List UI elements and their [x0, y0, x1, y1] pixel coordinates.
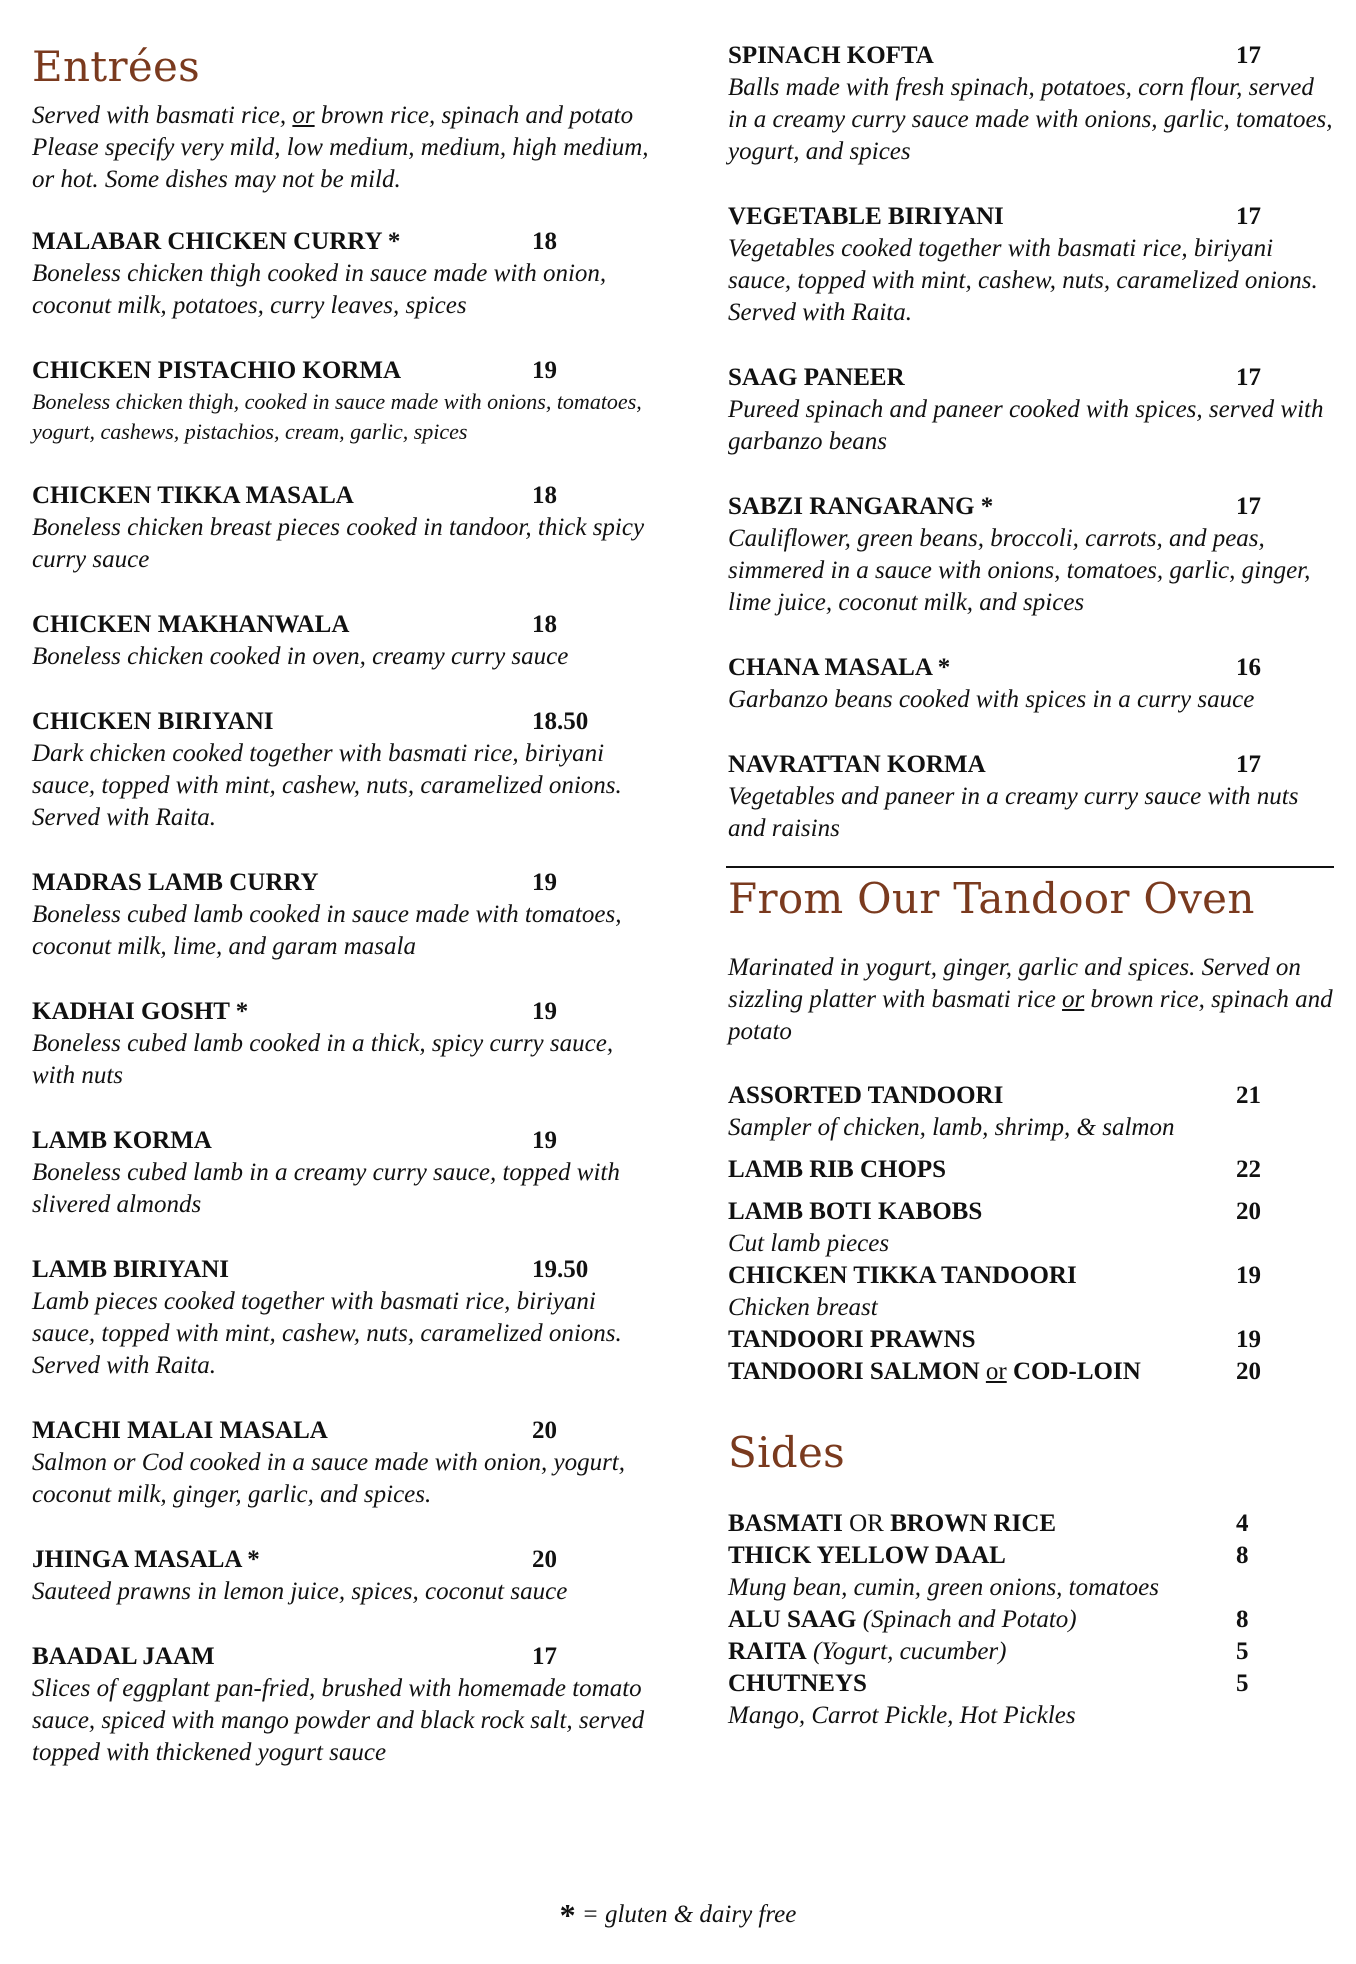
side-price: 4: [1236, 1510, 1249, 1537]
menu-item-header: [32, 867, 652, 899]
item-name: ASSORTED TANDOORI: [728, 1082, 1004, 1109]
item-price: 18: [532, 228, 557, 255]
side-price: 5: [1236, 1670, 1249, 1697]
item-name: KADHAI GOSHT *: [32, 998, 249, 1025]
item-price: 16: [1236, 654, 1261, 681]
item-price: 22: [1236, 1156, 1261, 1183]
item-name: VEGETABLE BIRIYANI: [728, 203, 1004, 230]
side-price: 5: [1236, 1638, 1249, 1665]
menu-item-header: [728, 491, 1336, 523]
item-name: CHICKEN PISTACHIO KORMA: [32, 357, 402, 384]
item-price: 17: [1236, 42, 1261, 69]
item-price: 21: [1236, 1082, 1261, 1109]
side-price: 8: [1236, 1606, 1249, 1633]
menu-item-header: [728, 652, 1336, 684]
menu-item-header: [728, 362, 1336, 394]
menu-item-header: [32, 1254, 652, 1286]
menu-item-header: [728, 40, 1336, 72]
menu-item-header: [32, 609, 652, 641]
item-price: 19: [1236, 1326, 1261, 1353]
menu-item-name: [728, 1356, 1336, 1388]
item-name: MADRAS LAMB CURRY: [32, 869, 319, 896]
side-name: CHUTNEYS: [728, 1670, 867, 1697]
item-name-part: TANDOORI SALMON: [728, 1358, 980, 1385]
side-name: BROWN RICE: [890, 1510, 1057, 1537]
item-price: 20: [1236, 1198, 1261, 1225]
intro-text: brown rice, spinach and potato: [728, 986, 1333, 1045]
item-description: Boneless chicken thigh, cooked in sauce made with onions, tomatoes, yogurt, cashews, pistachios, cream, garlic, spices: [32, 389, 642, 444]
menu-item: [32, 480, 652, 576]
item-price: 17: [1236, 751, 1261, 778]
item-price: 17: [1236, 493, 1261, 520]
item-description: Lamb pieces cooked together with basmati rice, biriyani sauce, topped with mint, cashew, nuts, caramelized onions. Served with Raita.: [32, 1288, 622, 1379]
tandoor-section: [728, 874, 1336, 1732]
footer-legend: [0, 1898, 1356, 1932]
menu-item-header: [32, 1415, 652, 1447]
item-description: Boneless chicken breast pieces cooked in tandoor, thick spicy curry sauce: [32, 514, 645, 573]
menu-item-header: [32, 226, 652, 258]
item-description: Cut lamb pieces: [728, 1230, 890, 1257]
menu-item: [728, 491, 1336, 619]
item-name: SABZI RANGARANG *: [728, 493, 994, 520]
menu-item: [32, 1415, 652, 1511]
vegetarian-column: [728, 40, 1336, 878]
menu-item-header: [32, 706, 652, 738]
veg-list: [728, 40, 1336, 845]
item-description: Cauliflower, green beans, broccoli, carrots, and peas, simmered in a sauce with onions, tomatoes, garlic, ginger, lime juice, coconut milk, and spices: [728, 525, 1311, 616]
menu-item: [728, 652, 1336, 716]
menu-item-name: [728, 1260, 1336, 1292]
item-name: CHANA MASALA *: [728, 654, 951, 681]
side-price: 8: [1236, 1542, 1249, 1569]
item-name: SAAG PANEER: [728, 364, 905, 391]
side-name: RAITA: [728, 1638, 807, 1665]
item-price: 19: [532, 869, 557, 896]
legend-text: = gluten & dairy free: [575, 1901, 797, 1928]
side-name: ALU SAAG: [728, 1606, 857, 1633]
item-name: [728, 1356, 1141, 1388]
item-description: Garbanzo beans cooked with spices in a curry sauce: [728, 686, 1255, 713]
entree-list: [32, 226, 652, 1769]
item-description: Boneless cubed lamb cooked in a thick, spicy curry sauce, with nuts: [32, 1030, 614, 1089]
item-name: CHICKEN MAKHANWALA: [32, 611, 350, 638]
menu-item-header: [32, 996, 652, 1028]
intro-text: Marinated in yogurt, ginger, garlic and spices. Served on sizzling platter with basmati rice: [728, 954, 1301, 1013]
item-description: Dark chicken cooked together with basmati rice, biriyani sauce, topped with mint, cashew, nuts, caramelized onions. Served with Raita.: [32, 740, 622, 831]
item-price: 20: [532, 1546, 557, 1573]
side-item: [728, 1636, 1336, 1668]
item-name: LAMB RIB CHOPS: [728, 1156, 947, 1183]
menu-item-name: [728, 1154, 1336, 1186]
intro-text: Served with basmati rice,: [32, 102, 293, 129]
item-price: 20: [1236, 1358, 1261, 1385]
side-description: Mango, Carrot Pickle, Hot Pickles: [728, 1702, 1076, 1729]
menu-item-name: [728, 1080, 1336, 1112]
menu-item-header: [728, 749, 1336, 781]
side-name: BASMATI: [728, 1510, 843, 1537]
menu-item: [32, 355, 652, 447]
item-description: Salmon or Cod cooked in a sauce made with onion, yogurt, coconut milk, ginger, garlic, and spices.: [32, 1449, 625, 1508]
item-name: LAMB KORMA: [32, 1127, 212, 1154]
item-name-part: COD-LOIN: [1012, 1358, 1141, 1385]
item-price: 19: [532, 1127, 557, 1154]
entrees-column: [32, 0, 652, 1802]
spice-note: Please specify very mild, low medium, medium, high medium, or hot. Some dishes may not be mild.: [32, 134, 649, 193]
item-name: LAMB BOTI KABOBS: [728, 1198, 983, 1225]
side-item: [728, 1508, 1336, 1540]
menu-item: [728, 201, 1336, 329]
side-note: (Yogurt, cucumber): [812, 1638, 1007, 1665]
menu-item-header: [728, 201, 1336, 233]
sides-title: Sides: [728, 1428, 845, 1477]
menu-item: [32, 226, 652, 322]
menu-item: [32, 1254, 652, 1382]
menu-item: [32, 1641, 652, 1769]
entrees-intro: [32, 100, 652, 132]
item-description: Balls made with fresh spinach, potatoes, corn flour, served in a creamy curry sauce made with onions, garlic, tomatoes, yogurt, and spices: [728, 74, 1333, 165]
item-description: Chicken breast: [728, 1294, 878, 1321]
item-description: Pureed spinach and paneer cooked with spices, served with garbanzo beans: [728, 396, 1324, 455]
side-description: Mung bean, cumin, green onions, tomatoes: [728, 1574, 1159, 1601]
item-description: Sauteed prawns in lemon juice, spices, coconut sauce: [32, 1578, 568, 1605]
item-price: 19: [532, 998, 557, 1025]
side-or: OR: [842, 1510, 891, 1537]
side-item: [728, 1668, 1336, 1700]
section-divider: [726, 866, 1334, 868]
item-name: MACHI MALAI MASALA: [32, 1417, 328, 1444]
menu-item-header: [32, 1544, 652, 1576]
menu-item-header: [32, 1125, 652, 1157]
item-name: MALABAR CHICKEN CURRY *: [32, 228, 401, 255]
item-name: BAADAL JAAM: [32, 1643, 215, 1670]
item-name: CHICKEN TIKKA TANDOORI: [728, 1262, 1077, 1289]
side-item: [728, 1540, 1336, 1572]
item-name: CHICKEN BIRIYANI: [32, 708, 274, 735]
item-price: 17: [532, 1643, 557, 1670]
item-description: Vegetables cooked together with basmati rice, biriyani sauce, topped with mint, cashew, nuts, caramelized onions. Served with Raita.: [728, 235, 1318, 326]
item-price: 17: [1236, 364, 1261, 391]
menu-item: [728, 749, 1336, 845]
menu-item: [32, 996, 652, 1092]
item-name: NAVRATTAN KORMA: [728, 751, 986, 778]
menu-item-header: [32, 480, 652, 512]
menu-item: [32, 706, 652, 834]
item-price: 18.50: [532, 708, 589, 735]
item-price: 18: [532, 482, 557, 509]
side-item: [728, 1604, 1336, 1636]
item-description: Boneless cubed lamb in a creamy curry sauce, topped with slivered almonds: [32, 1159, 620, 1218]
item-description: Vegetables and paneer in a creamy curry sauce with nuts and raisins: [728, 783, 1299, 842]
menu-item-header: [32, 1641, 652, 1673]
item-or: or: [985, 1358, 1007, 1385]
item-name: CHICKEN TIKKA MASALA: [32, 482, 354, 509]
menu-item: [32, 867, 652, 963]
item-name: SPINACH KOFTA: [728, 42, 934, 69]
menu-item-header: [32, 355, 652, 387]
menu-item: [728, 362, 1336, 458]
item-price: 19.50: [532, 1256, 589, 1283]
item-description: Boneless chicken cooked in oven, creamy curry sauce: [32, 643, 569, 670]
item-description: Sampler of chicken, lamb, shrimp, & salmon: [728, 1114, 1175, 1141]
item-description: Boneless chicken thigh cooked in sauce made with onion, coconut milk, potatoes, curry leaves, spices: [32, 260, 607, 319]
item-price: 18: [532, 611, 557, 638]
item-price: 17: [1236, 203, 1261, 230]
menu-item: [728, 40, 1336, 168]
menu-item: [32, 609, 652, 673]
item-description: Slices of eggplant pan-fried, brushed with homemade tomato sauce, spiced with mango powder and black rock salt, served topped with thickened yogurt sauce: [32, 1675, 645, 1766]
menu-item-name: [728, 1196, 1336, 1228]
asterisk-icon: *: [559, 1897, 576, 1933]
entrees-title: Entrées: [32, 42, 201, 91]
menu-item: [32, 1125, 652, 1221]
intro-or: or: [1062, 986, 1085, 1013]
intro-or: or: [292, 102, 315, 129]
side-name: THICK YELLOW DAAL: [728, 1542, 1006, 1569]
menu-item: [32, 1544, 652, 1608]
item-name: LAMB BIRIYANI: [32, 1256, 230, 1283]
tandoor-title: From Our Tandoor Oven: [728, 874, 1255, 923]
menu-item-name: [728, 1324, 1336, 1356]
item-name: JHINGA MASALA *: [32, 1546, 260, 1573]
item-price: 20: [532, 1417, 557, 1444]
side-note: (Spinach and Potato): [862, 1606, 1077, 1633]
tandoor-intro: [728, 952, 1336, 1048]
item-description: Boneless cubed lamb cooked in sauce made with tomatoes, coconut milk, lime, and garam masala: [32, 901, 622, 960]
item-price: 19: [532, 357, 557, 384]
intro-text: brown rice, spinach and potato: [314, 102, 634, 129]
item-name: TANDOORI PRAWNS: [728, 1326, 976, 1353]
item-price: 19: [1236, 1262, 1261, 1289]
